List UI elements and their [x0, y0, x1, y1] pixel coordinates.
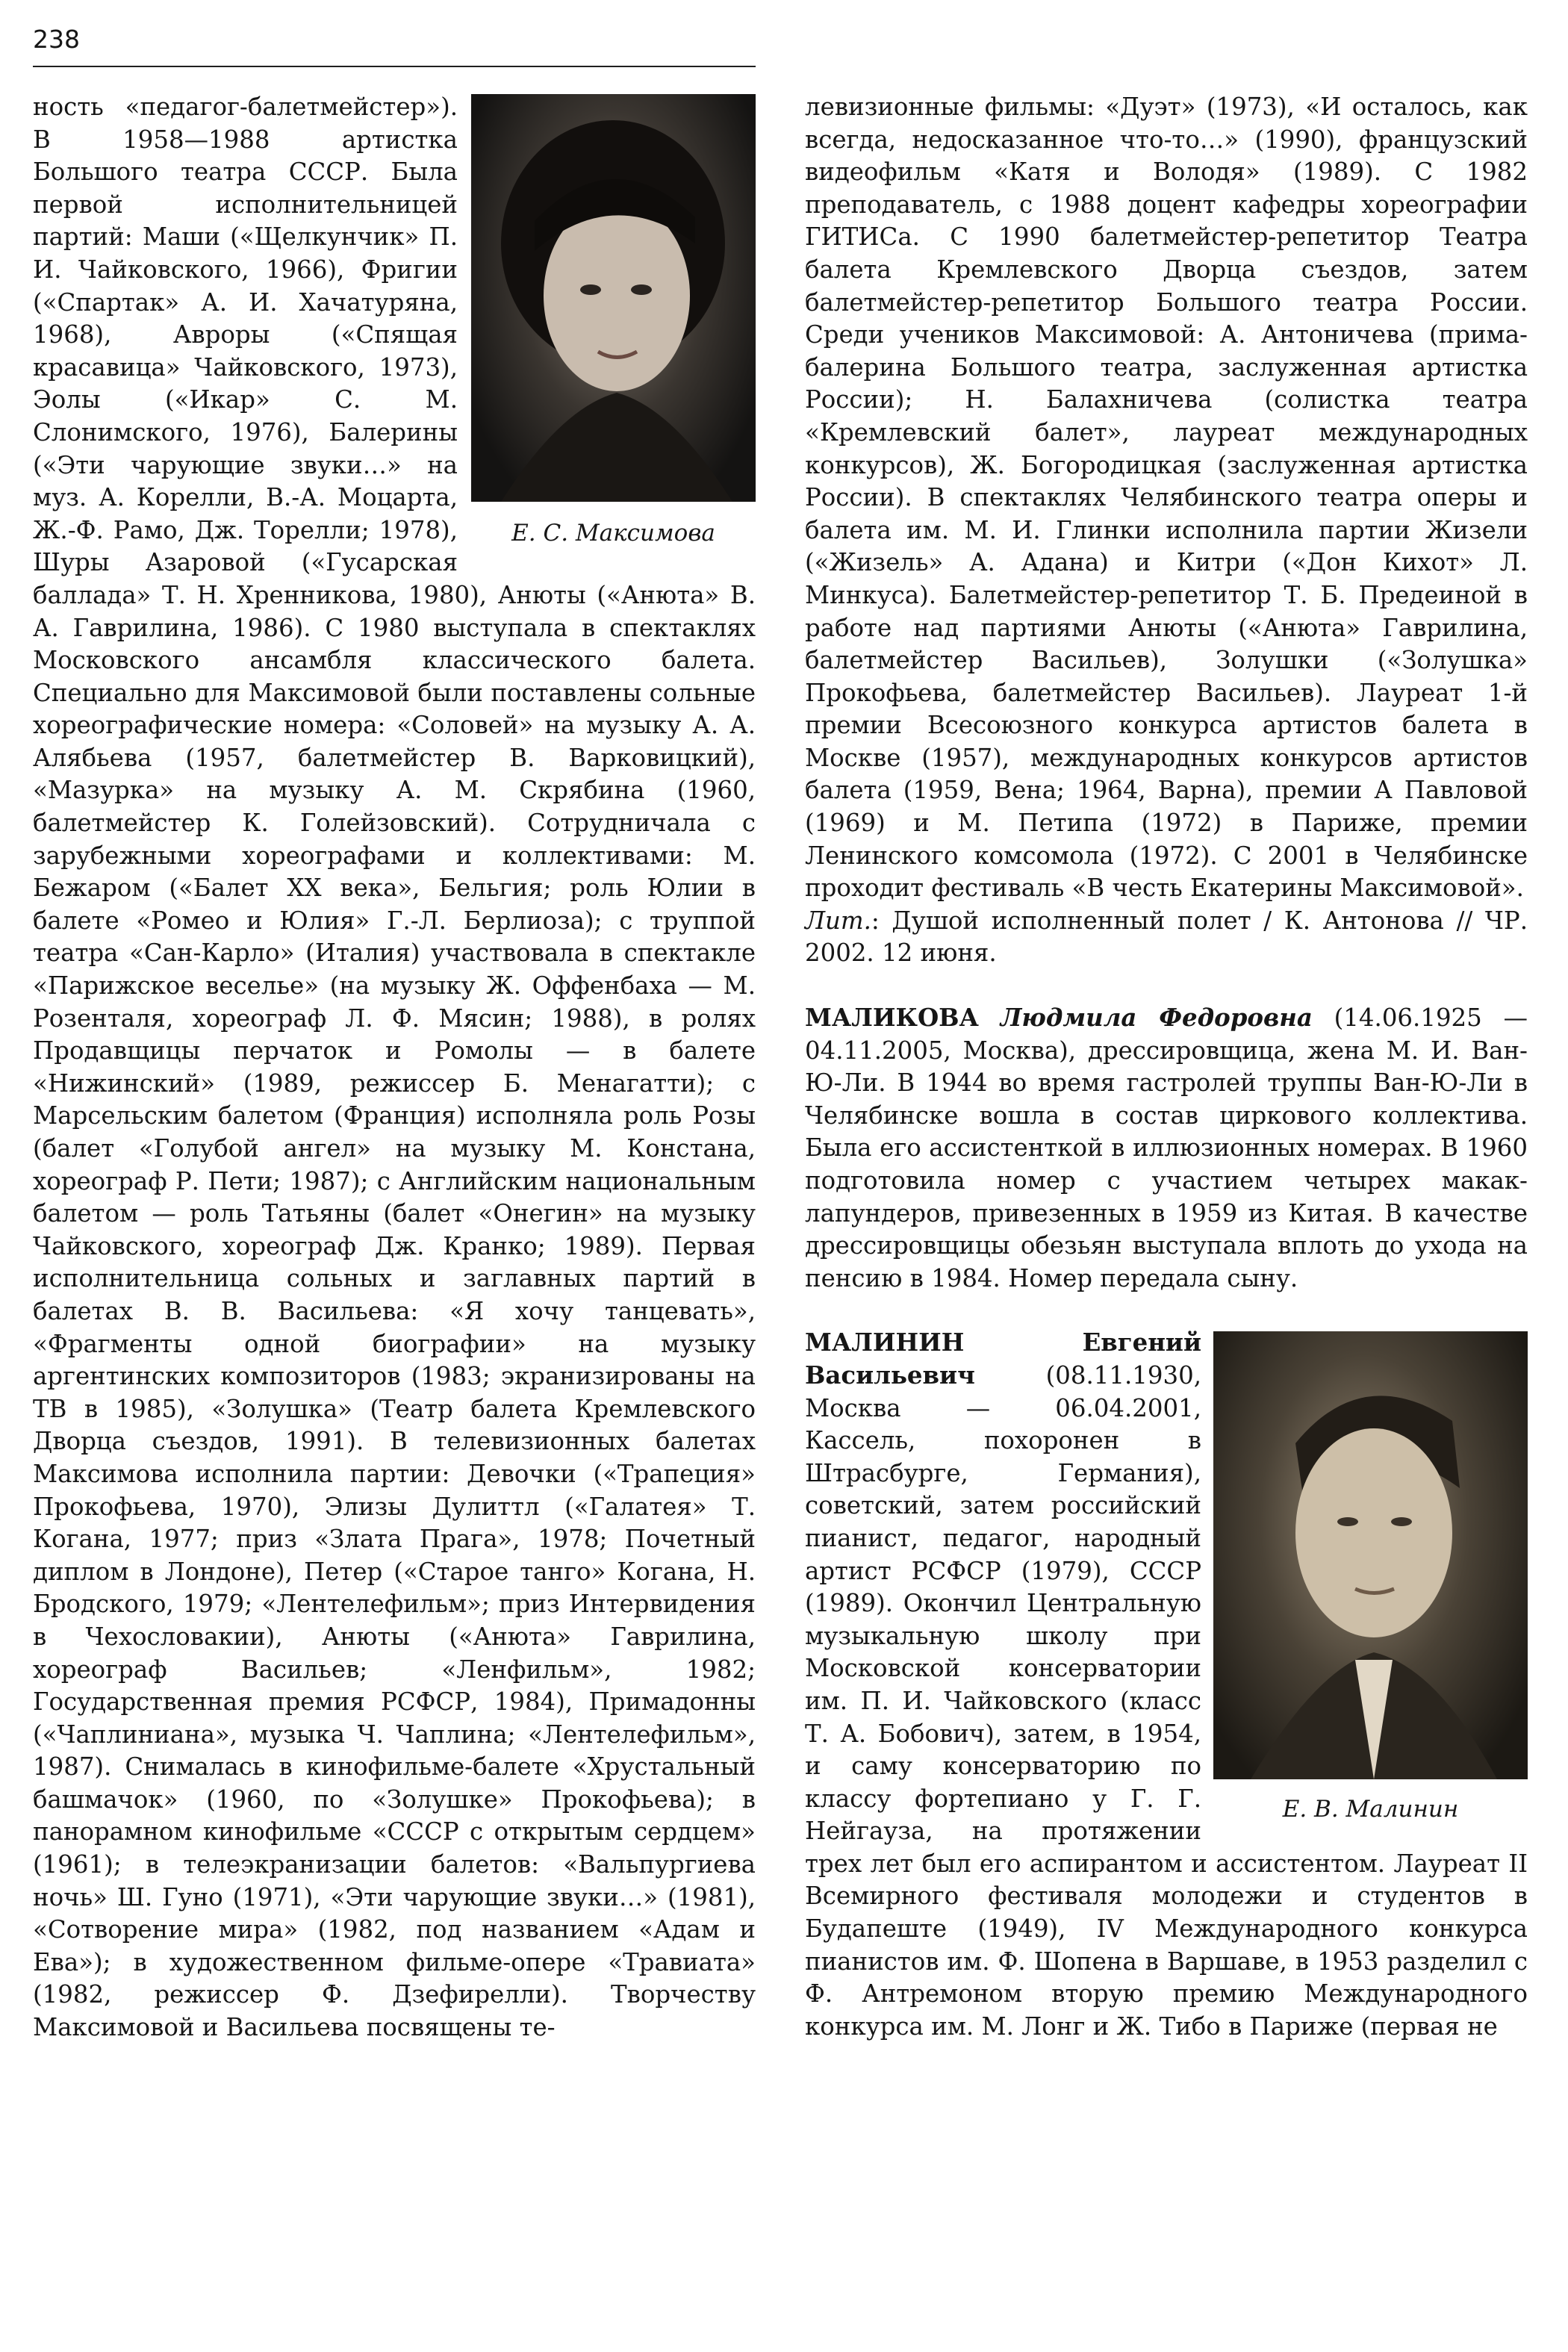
page-number: 238: [33, 25, 80, 54]
literature-text: : Душой исполненный полет / К. Антонова // ЧР. 2002. 12 июня.: [805, 906, 1528, 968]
maksimova-photo-caption: Е. С. Максимова: [511, 520, 715, 547]
entry-spacer: [805, 970, 1528, 1002]
right-column: [805, 91, 1528, 2043]
malinin-portrait-photo: [1213, 1331, 1528, 1779]
malikova-entry: [805, 1002, 1528, 1295]
malikova-body: (14.06.1925 — 04.11.2005, Москва), дрессировщица, жена М. И. Ван-Ю-Ли. В 1944 во время гастролей труппы Ван-Ю-Ли в Челябинске вошла в состав циркового коллектива. Была его ассистенткой в иллюзионных номерах. В 1960 подготовила номер с участием четырех макак-лапундеров, привезенных в 1959 из Китая. В качестве дрессировщицы обезьян выступала вплоть до ухода на пенсию в 1984. Номер передала сыну.: [805, 1004, 1528, 1292]
malikova-surname: МАЛИКОВА: [805, 1004, 979, 1033]
malinin-surname: МАЛИНИН: [805, 1328, 965, 1357]
entry-spacer: [805, 1295, 1528, 1327]
malikova-given-names: Людмила Федоровна: [1000, 1004, 1313, 1033]
malinin-given-names: Евгений Васильевич: [805, 1328, 1201, 1390]
literature-reference: [805, 905, 1528, 970]
maksimova-portrait-photo: [471, 94, 756, 502]
left-column-text: ность «педагог-балетмейстер»). В 1958—1988 артистка Большого театра СССР. Была первой исполнительницей партий: Маши («Щелкунчик» П. И. Чайковского, 1966), Фригии («Спартак» А. И. Хачатуряна, 1968), Авроры («Спящая красавица» Чайковского, 1973), Эолы («Икар» С. М. Слонимского, 1976), Балерины («Эти чарующие звуки…» на муз. А. Корелли, В.-А. Моцарта, Ж.-Ф. Рамо, Дж. Торелли; 1978), Шуры Азаровой («Гусарская баллада» Т. Н. Хренникова, 1980), Анюты («Анюта» В. А. Гаврилина, 1986). С 1980 выступала в спектаклях Московского ансамбля классического балета. Специально для Максимовой были поставлены сольные хореографические номера: «Соловей» на музыку А. А. Алябьева (1957, балетмейстер В. Варковицкий), «Мазурка» на музыку А. М. Скрябина (1960, балетмейстер К. Голейзовский). Сотрудничала с зарубежными хореографами и коллективами: М. Бежаром («Балет XX века», Бельгия; роль Юлии в балете «Ромео и Юлия» Г.-Л. Берлиоза); с труппой театра «Сан-Карло» (Италия) участвовала в спектакле «Парижское веселье» (на музыку Ж. Оффенбаха — М. Розенталя, хореограф Л. Ф. Мясин; 1988), в ролях Продавщицы перчаток и Ромолы — в балете «Нижинский» (1989, режиссер Б. Менагатти); с Марсельским балетом (Франция) исполняла роль Розы (балет «Голубой ангел» на музыку М. Констана, хореограф Р. Пети; 1987); с Английским национальным балетом — роль Татьяны (балет «Онегин» на музыку Чайковского, хореограф Дж. Кранко; 1989). Первая исполнительница сольных и заглавных партий в балетах В. В. Васильева: «Я хочу танцевать», «Фрагменты одной биографии» на музыку аргентинских композиторов (1983; экранизированы на ТВ в 1985), «Золушка» (Театр балета Кремлевского Дворца съездов, 1991). В телевизионных балетах Максимова исполнила партии: Девочки («Трапеция» Прокофьева, 1970), Элизы Дулиттл («Галатея» Т. Когана, 1977; приз «Злата Прага», 1978; Почетный диплом в Лондоне), Петер («Старое танго» Когана, Н. Бродского, 1979; «Лентелефильм»; приз Интервидения в Чехословакии), Анюты («Анюта» Гаврилина, хореограф Васильев; «Ленфильм», 1982; Государственная премия РСФСР, 1984), Примадонны («Чаплиниана», музыка Ч. Чаплина; «Лентелефильм», 1987). Снималась в кинофильме-балете «Хрустальный башмачок» (1960, по «Золушке» Прокофьева); в панорамном кинофильме «СССР с открытым сердцем» (1961); в телеэкранизации балетов: «Вальпургиева ночь» Ш. Гуно (1971), «Эти чарующие звуки…» (1981), «Сотворение мира» (1982, под названием «Адам и Ева»); в художественном фильме-опере «Травиата» (1982, режиссер Ф. Дзефирелли). Творчеству Максимовой и Васильева посвящены те-: [33, 93, 756, 2042]
figure-malinin: [1213, 1331, 1528, 1828]
figure-maksimova: [471, 94, 756, 551]
left-column: [33, 91, 756, 2044]
literature-label: Лит.: [805, 906, 871, 935]
header-rule: [33, 66, 756, 67]
malinin-photo-caption: Е. В. Малинин: [1282, 1796, 1459, 1823]
malinin-body: (08.11.1930, Москва — 06.04.2001, Кассель, похоронен в Штрасбурге, Германия), советский, затем российский пианист, педагог, народный артист РСФСР (1979), СССР (1989). Окончил Центральную музыкальную школу при Московской консерватории им. П. И. Чайковского (класс Т. А. Бобович), затем, в 1954, и саму консерваторию по классу фортепиано у Г. Г. Нейгауза, на протяжении трех лет был его аспирантом и ассистентом. Лауреат II Всемирного фестиваля молодежи и студентов в Будапеште (1949), IV Международного конкурса пианистов им. Ф. Шопена в Варшаве, в 1953 разделил с Ф. Антремоном вторую премию Международного конкурса им. М. Лонг и Ж. Тибо в Париже (первая не: [805, 1360, 1528, 2041]
maksimova-entry-continuation: левизионные фильмы: «Дуэт» (1973), «И осталось, как всегда, недосказанное что-то…» (1990), французский видеофильм «Катя и Володя» (1989). С 1982 преподаватель, с 1988 доцент кафедры хореографии ГИТИСа. С 1990 балетмейстер-репетитор Театра балета Кремлевского Дворца съездов, затем балетмейстер-репетитор Большого театра России. Среди учеников Максимовой: А. Антоничева (прима-балерина Большого театра, заслуженная артистка России); Н. Балахничева (солистка театра «Кремлевский балет», лауреат международных конкурсов), Ж. Богородицкая (заслуженная артистка России). В спектаклях Челябинского театра оперы и балета им. М. И. Глинки исполнила партии Жизели («Жизель» А. Адана) и Китри («Дон Кихот» Л. Минкуса). Балетмейстер-репетитор Т. Б. Предеиной в работе над партиями Анюты («Анюта» Гаврилина, балетмейстер Васильев), Золушки («Золушка» Прокофьева, балетмейстер Васильев). Лауреат 1-й премии Всесоюзного конкурса артистов балета в Москве (1957), международных конкурсов артистов балета (1959, Вена; 1964, Варна), премии А Павловой (1969) и М. Петипа (1972) в Париже, премии Ленинского комсомола (1972). С 2001 в Челябинске проходит фестиваль «В честь Екатерины Максимовой».: [805, 93, 1528, 903]
